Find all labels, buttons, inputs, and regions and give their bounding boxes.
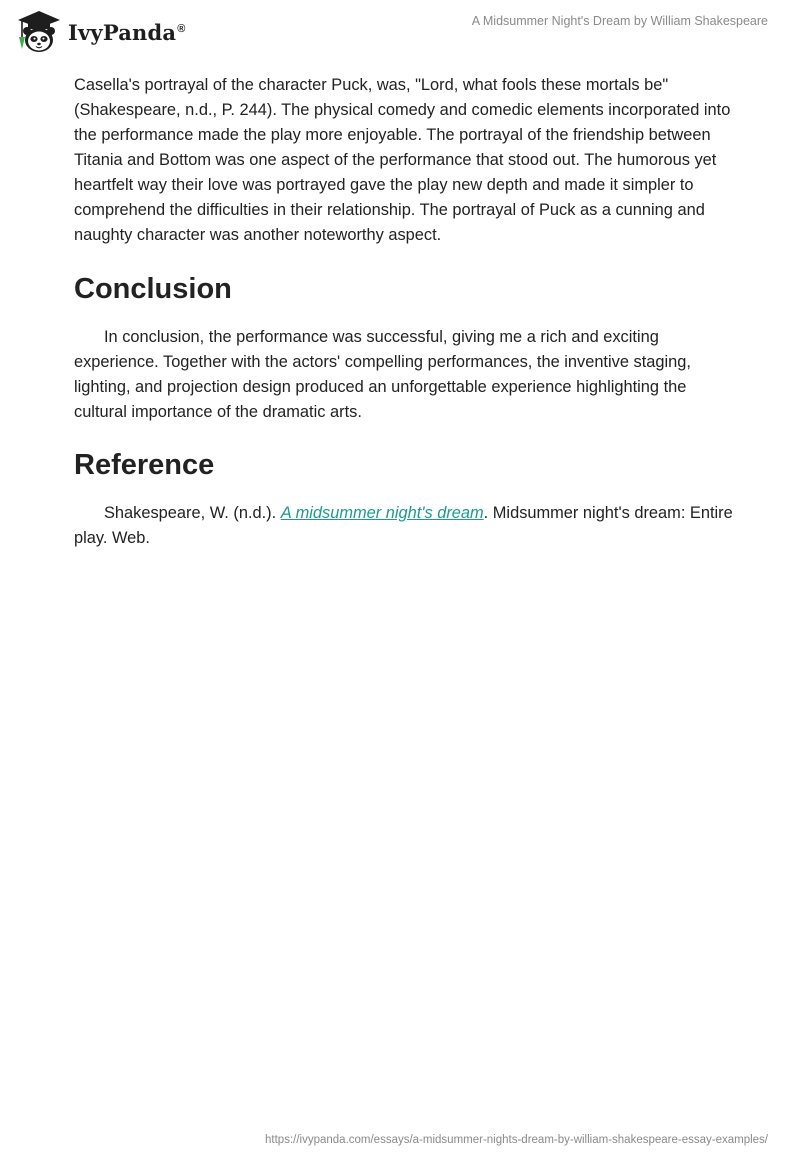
- registered-mark: ®: [177, 22, 186, 35]
- reference-link[interactable]: A midsummer night's dream: [280, 504, 484, 522]
- reference-heading: Reference: [74, 449, 215, 481]
- conclusion-paragraph: In conclusion, the performance was successful, giving me a rich and exciting experience. Together with the actors' compelling performances, the inventive staging, lighting, and projection design produced an unforgettable experience highlighting the cultural importance of the dramatic arts.: [74, 328, 691, 421]
- page-header: [0, 0, 800, 70]
- source-url: https://ivypanda.com/essays/a-midsummer-nights-dream-by-william-shakespeare-essay-examples/: [265, 1134, 768, 1146]
- reference-suffix: . Midsummer night's dream: Entire play. Web.: [74, 504, 733, 547]
- conclusion-heading: Conclusion: [74, 273, 232, 305]
- panda-graduate-icon: [14, 9, 64, 55]
- reference-entry: [74, 501, 734, 551]
- document-title: A Midsummer Night's Dream by William Shakespeare: [471, 14, 768, 28]
- ivypanda-logo[interactable]: [14, 8, 186, 56]
- logo-wordmark: IvyPanda®: [68, 19, 186, 45]
- reference-prefix: Shakespeare, W. (n.d.).: [104, 504, 281, 522]
- essay-content: [74, 70, 734, 551]
- body-paragraph: Casella's portrayal of the character Puck, was, "Lord, what fools these mortals be" (Shakespeare, n.d., P. 244). The physical comedy and comedic elements incorporated into the performance made the play more enjoyable. The portrayal of the friendship between Titania and Bottom was one aspect of the performance that stood out. The humorous yet heartfelt way their love was portrayed gave the play new depth and made it simpler to comprehend the difficulties in their relationship. The portrayal of Puck as a cunning and naughty character was another noteworthy aspect.: [74, 76, 731, 244]
